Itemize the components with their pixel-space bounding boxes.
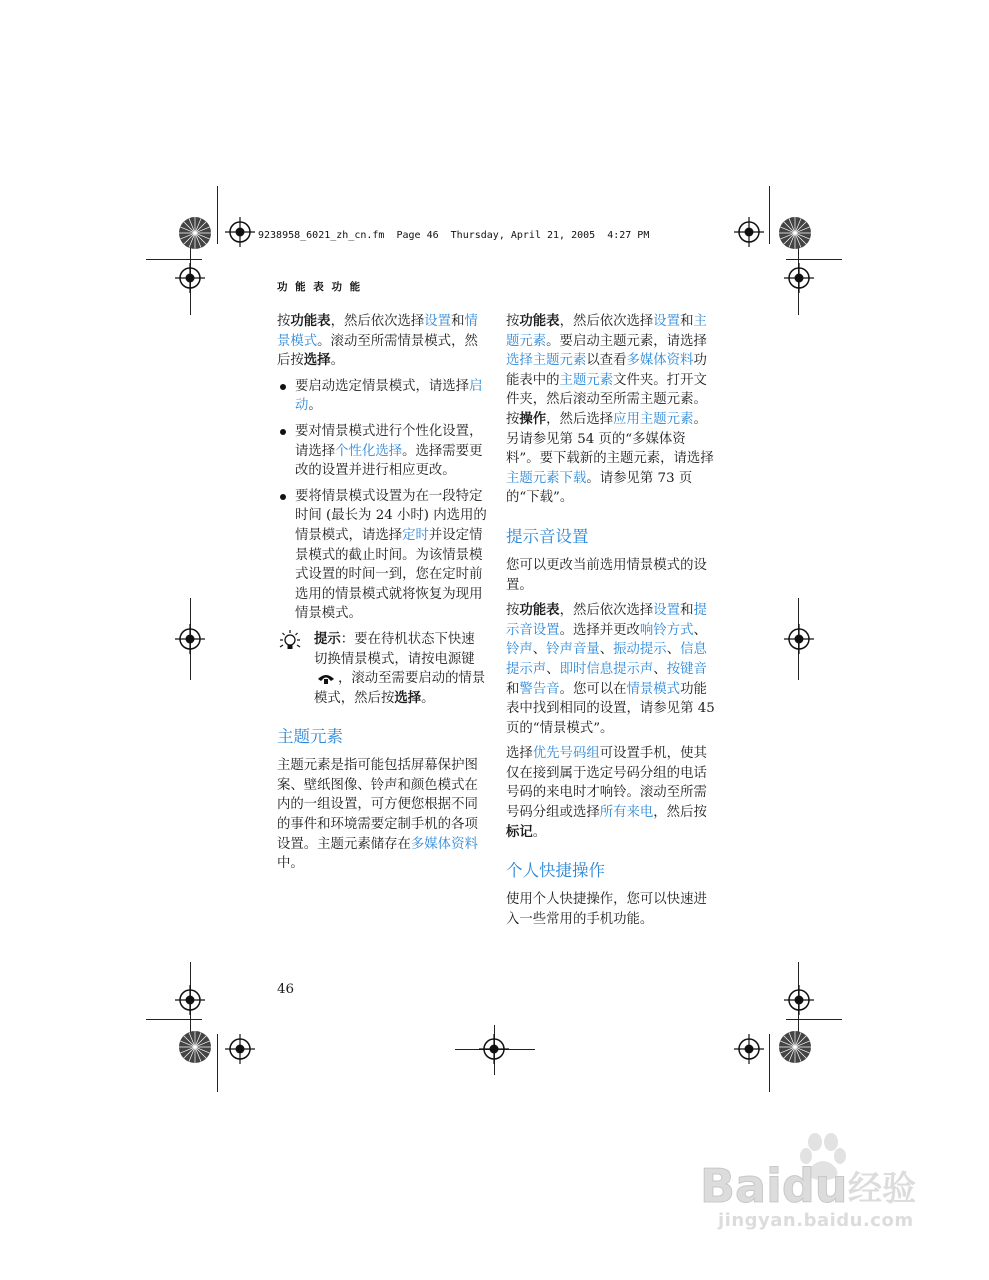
shortcuts-heading: 个人快捷操作 bbox=[506, 861, 605, 881]
crop-line-br-h bbox=[786, 1019, 842, 1020]
text: 和 bbox=[680, 603, 694, 619]
registration-mark-icon bbox=[784, 263, 814, 293]
tones-intro-paragraph: 您可以更改当前选用情景模式的设置。 bbox=[506, 557, 707, 593]
crop-line-tl-v bbox=[217, 186, 218, 244]
crop-line-tl-h bbox=[146, 259, 202, 260]
text: 和 bbox=[680, 314, 694, 329]
crop-line-tr-v bbox=[769, 186, 770, 244]
timed-link[interactable]: 定时 bbox=[402, 527, 429, 543]
alert-for-paragraph bbox=[506, 744, 716, 842]
vibrating-alert-link[interactable]: 振动提示 bbox=[613, 642, 667, 658]
profiles-link[interactable]: 情景模式 bbox=[626, 681, 681, 697]
baidu-watermark bbox=[700, 1132, 930, 1216]
crop-line-bl-v bbox=[217, 1034, 218, 1092]
profiles-intro-paragraph bbox=[277, 312, 487, 371]
gallery-link[interactable]: 多媒体资料 bbox=[626, 353, 694, 369]
ringing-tone-link[interactable]: 铃声 bbox=[506, 642, 533, 658]
text: ，然后依次选择 bbox=[330, 314, 425, 329]
tip-block bbox=[277, 630, 487, 708]
text: 。 bbox=[421, 690, 435, 706]
text: 、 bbox=[666, 642, 681, 658]
options-term: 操作 bbox=[519, 410, 547, 427]
tones-instructions-paragraph bbox=[506, 601, 716, 738]
settings-link[interactable]: 设置 bbox=[653, 603, 681, 619]
menu-term: 功能表 bbox=[290, 313, 331, 329]
watermark-url: jingyan.baidu.com bbox=[718, 1210, 914, 1231]
registration-mark-icon bbox=[734, 217, 764, 247]
page-number: 46 bbox=[277, 982, 295, 997]
shortcuts-paragraph: 使用个人快捷操作，您可以快速进入一些常用的手机功能。 bbox=[506, 892, 707, 927]
text: 按 bbox=[277, 314, 291, 329]
ringing-volume-link[interactable]: 铃声音量 bbox=[546, 642, 600, 658]
tone-settings-link[interactable]: 提示音设置 bbox=[506, 603, 707, 638]
color-wheel-icon bbox=[778, 216, 812, 250]
color-wheel-icon bbox=[178, 1030, 212, 1064]
registration-mark-icon bbox=[175, 624, 205, 654]
keypad-tones-link[interactable]: 按键音 bbox=[666, 661, 707, 677]
registration-mark-icon bbox=[225, 217, 255, 247]
text: 、 bbox=[653, 661, 667, 677]
registration-mark-icon bbox=[479, 1034, 509, 1064]
text: 要将情景模式设置为在一段特定时间 (最长为 24 小时) 内选用的情景模式，请选择 bbox=[295, 488, 487, 543]
registration-mark-icon bbox=[225, 1034, 255, 1064]
activate-link[interactable]: 启动 bbox=[295, 378, 483, 414]
message-alert-link[interactable]: 信息提示声 bbox=[506, 642, 707, 677]
watermark-brand: Baidu bbox=[700, 1159, 848, 1212]
list-item bbox=[277, 487, 487, 624]
color-wheel-icon bbox=[178, 216, 212, 250]
select-theme-link[interactable]: 选择主题元素 bbox=[506, 353, 587, 369]
profiles-link[interactable]: 情景模式 bbox=[277, 314, 478, 349]
text: 以查看 bbox=[586, 353, 627, 369]
select-term: 选择 bbox=[303, 352, 331, 369]
file-info-line: 9238958_6021_zh_cn.fm Page 46 Thursday, April 21, 2005 4:27 PM bbox=[258, 230, 650, 241]
tip-lightbulb-icon bbox=[277, 630, 303, 654]
text: 、 bbox=[532, 642, 547, 658]
settings-link[interactable]: 设置 bbox=[424, 314, 452, 329]
text: ，然后按 bbox=[653, 805, 707, 821]
text: 按 bbox=[506, 314, 520, 329]
text: 。选择需要更改的设置并进行相应更改。 bbox=[295, 443, 483, 479]
gallery-link[interactable]: 多媒体资料 bbox=[410, 836, 478, 852]
text: 按 bbox=[506, 603, 520, 619]
registration-mark-icon bbox=[175, 985, 205, 1015]
themes-instructions-paragraph bbox=[506, 312, 716, 508]
text: 选择 bbox=[506, 746, 533, 762]
text: ，然后依次选择 bbox=[559, 603, 654, 619]
profile-options-list bbox=[277, 377, 487, 624]
right-column bbox=[506, 312, 716, 935]
text: 要启动选定情景模式，请选择 bbox=[295, 378, 470, 394]
text: 并设定情景模式的截止时间。为该情景模式设置的时间一到，您在定时前选用的情景模式就将恢复为现用情景模式。 bbox=[295, 527, 483, 622]
mark-term: 标记 bbox=[506, 823, 533, 840]
select-term: 选择 bbox=[394, 689, 422, 706]
tip-label: 提示 bbox=[314, 630, 341, 647]
text: 。 bbox=[308, 398, 322, 414]
watermark-brand-cn: 经验 bbox=[848, 1169, 916, 1209]
apply-theme-link[interactable]: 应用主题元素 bbox=[613, 411, 694, 427]
tones-heading: 提示音设置 bbox=[506, 526, 589, 546]
text: 、 bbox=[693, 622, 707, 638]
text: 主题元素是指可能包括屏幕保护图案、壁纸图像、铃声和颜色模式在内的一组设置，可方便您根据不同的事件和环境需要定制手机的各项设置。主题元素储存在 bbox=[277, 758, 478, 852]
list-item bbox=[277, 422, 487, 481]
im-alert-link[interactable]: 即时信息提示声 bbox=[559, 661, 654, 677]
menu-term: 功能表 bbox=[519, 602, 560, 619]
text: ，然后选择 bbox=[546, 411, 614, 427]
themes-link[interactable]: 主题元素 bbox=[506, 314, 707, 349]
registration-mark-icon bbox=[784, 624, 814, 654]
text: ，滚动至需要启动的情景模式，然后按 bbox=[314, 671, 486, 706]
text: 。请参见第 73 页的“下载”。 bbox=[506, 470, 693, 506]
all-calls-link[interactable]: 所有来电 bbox=[599, 805, 654, 821]
text: 和 bbox=[451, 314, 465, 329]
text: 中。 bbox=[277, 856, 304, 872]
list-item bbox=[277, 377, 487, 416]
registration-mark-icon bbox=[175, 263, 205, 293]
themes-folder-link[interactable]: 主题元素 bbox=[559, 372, 614, 388]
left-column bbox=[277, 312, 487, 880]
theme-downloads-link[interactable]: 主题元素下载 bbox=[506, 470, 587, 486]
text: 功能表中的 bbox=[506, 353, 707, 388]
menu-term: 功能表 bbox=[519, 313, 560, 329]
text: 。选择并更改 bbox=[559, 622, 640, 638]
themes-heading: 主题元素 bbox=[277, 727, 343, 747]
text: 。 bbox=[330, 353, 344, 369]
themes-paragraph bbox=[277, 756, 487, 874]
text: 。滚动至所需情景模式，然后按 bbox=[277, 333, 478, 369]
color-wheel-icon bbox=[778, 1030, 812, 1064]
text: ，然后依次选择 bbox=[559, 314, 654, 329]
text: 。您可以在 bbox=[559, 681, 627, 697]
text: 可设置手机，使其仅在接到属于选定号码分组的电话号码的来电时才响铃。滚动至所需号码分组或选择 bbox=[506, 746, 707, 821]
personalise-link[interactable]: 个性化选择 bbox=[335, 443, 403, 459]
text: 要对情景模式进行个性化设置，请选择 bbox=[295, 423, 483, 459]
registration-mark-icon bbox=[784, 985, 814, 1015]
crop-line-tr-h bbox=[786, 259, 842, 260]
text: 。 bbox=[532, 824, 547, 840]
settings-link[interactable]: 设置 bbox=[653, 314, 681, 329]
alert-for-link[interactable]: 优先号码组 bbox=[532, 746, 600, 762]
text: 。要启动主题元素，请选择 bbox=[546, 333, 707, 349]
text: 和 bbox=[506, 681, 520, 697]
paw-logo-icon bbox=[700, 1132, 930, 1212]
crop-line-br-v bbox=[769, 1034, 770, 1092]
end-key-icon bbox=[317, 673, 335, 685]
section-title: 功 能 表 功 能 bbox=[277, 281, 363, 293]
text: 功能表中找到相同的设置，请参见第 45 页的“情景模式”。 bbox=[506, 681, 715, 736]
warning-tones-link[interactable]: 警告音 bbox=[519, 681, 560, 697]
text: 、 bbox=[546, 661, 560, 677]
ringing-type-link[interactable]: 响铃方式 bbox=[639, 622, 694, 638]
crop-line-bl-h bbox=[146, 1019, 202, 1020]
registration-mark-icon bbox=[734, 1034, 764, 1064]
text: 。另请参见第 54 页的“多媒体资料”。要下载新的主题元素，请选择 bbox=[506, 411, 714, 467]
text: 、 bbox=[599, 642, 614, 658]
text: 文件夹。打开文件夹，然后滚动至所需主题元素。按 bbox=[506, 372, 707, 427]
text: ：要在待机状态下快速切换情景模式，请按电源键 bbox=[314, 631, 475, 667]
